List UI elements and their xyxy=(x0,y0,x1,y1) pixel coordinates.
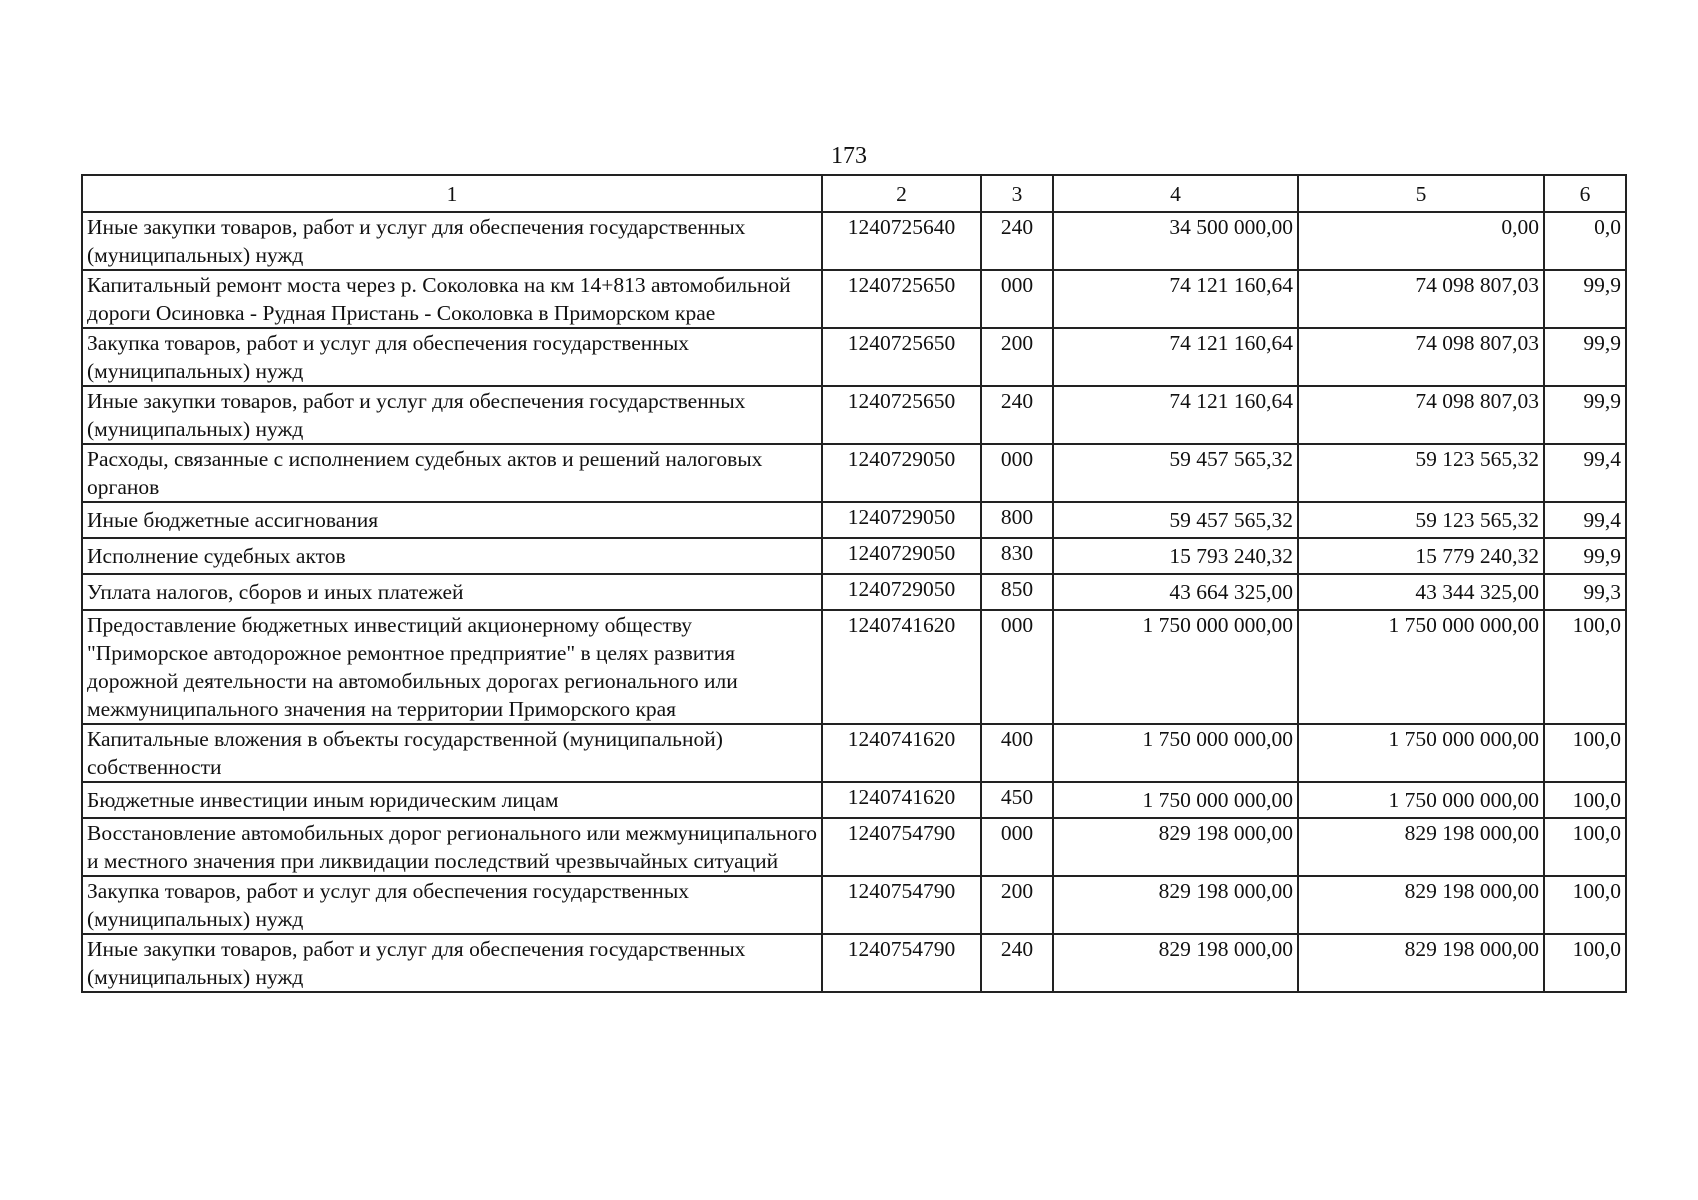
row-percent: 100,0 xyxy=(1544,782,1626,818)
row-expense-type: 000 xyxy=(981,270,1053,328)
row-amount-plan: 829 198 000,00 xyxy=(1053,818,1298,876)
table-row xyxy=(82,538,1626,574)
row-percent: 100,0 xyxy=(1544,876,1626,934)
row-amount-plan: 1 750 000 000,00 xyxy=(1053,782,1298,818)
row-percent: 99,4 xyxy=(1544,502,1626,538)
row-description: Капитальный ремонт моста через р. Соколовка на км 14+813 автомобильной дороги Осиновка - Рудная Пристань - Соколовка в Приморском крае xyxy=(82,270,822,328)
row-description: Расходы, связанные с исполнением судебных актов и решений налоговых органов xyxy=(82,444,822,502)
row-amount-actual: 74 098 807,03 xyxy=(1298,328,1544,386)
row-code: 1240741620 xyxy=(822,610,981,724)
row-percent: 99,3 xyxy=(1544,574,1626,610)
row-description: Иные бюджетные ассигнования xyxy=(82,502,822,538)
row-amount-actual: 1 750 000 000,00 xyxy=(1298,724,1544,782)
table-row xyxy=(82,818,1626,876)
row-expense-type: 200 xyxy=(981,876,1053,934)
row-code: 1240729050 xyxy=(822,574,981,610)
row-expense-type: 240 xyxy=(981,386,1053,444)
row-description: Капитальные вложения в объекты государственной (муниципальной) собственности xyxy=(82,724,822,782)
row-code: 1240725650 xyxy=(822,328,981,386)
row-expense-type: 000 xyxy=(981,610,1053,724)
row-percent: 99,9 xyxy=(1544,538,1626,574)
row-amount-plan: 74 121 160,64 xyxy=(1053,328,1298,386)
page-number: 173 xyxy=(831,143,867,169)
row-amount-actual: 59 123 565,32 xyxy=(1298,444,1544,502)
row-expense-type: 000 xyxy=(981,818,1053,876)
header-row xyxy=(82,175,1626,212)
column-header: 2 xyxy=(822,175,981,212)
row-percent: 99,9 xyxy=(1544,386,1626,444)
table-row xyxy=(82,270,1626,328)
row-amount-actual: 1 750 000 000,00 xyxy=(1298,782,1544,818)
row-expense-type: 400 xyxy=(981,724,1053,782)
row-percent: 99,9 xyxy=(1544,270,1626,328)
row-percent: 0,0 xyxy=(1544,212,1626,270)
row-description: Закупка товаров, работ и услуг для обеспечения государственных (муниципальных) нужд xyxy=(82,328,822,386)
row-amount-plan: 74 121 160,64 xyxy=(1053,270,1298,328)
table-row xyxy=(82,782,1626,818)
row-amount-plan: 1 750 000 000,00 xyxy=(1053,610,1298,724)
row-code: 1240754790 xyxy=(822,876,981,934)
row-code: 1240754790 xyxy=(822,818,981,876)
row-code: 1240725640 xyxy=(822,212,981,270)
row-description: Восстановление автомобильных дорог регионального или межмуниципального и местного значения при ликвидации последствий чрезвычайных ситуаций xyxy=(82,818,822,876)
row-amount-plan: 59 457 565,32 xyxy=(1053,444,1298,502)
row-description: Иные закупки товаров, работ и услуг для обеспечения государственных (муниципальных) нужд xyxy=(82,386,822,444)
column-header: 3 xyxy=(981,175,1053,212)
column-header: 4 xyxy=(1053,175,1298,212)
row-description: Предоставление бюджетных инвестиций акционерному обществу "Приморское автодорожное ремонтное предприятие" в целях развития дорожной деятельности на автомобильных дорогах регионального или межмуниципального значения на территории Приморского края xyxy=(82,610,822,724)
row-code: 1240729050 xyxy=(822,538,981,574)
table-row xyxy=(82,328,1626,386)
row-amount-actual: 59 123 565,32 xyxy=(1298,502,1544,538)
row-percent: 99,4 xyxy=(1544,444,1626,502)
row-code: 1240729050 xyxy=(822,444,981,502)
table-row xyxy=(82,934,1626,992)
row-percent: 100,0 xyxy=(1544,610,1626,724)
row-code: 1240729050 xyxy=(822,502,981,538)
table-row xyxy=(82,724,1626,782)
row-description: Бюджетные инвестиции иным юридическим лицам xyxy=(82,782,822,818)
row-amount-actual: 74 098 807,03 xyxy=(1298,270,1544,328)
column-header: 5 xyxy=(1298,175,1544,212)
row-amount-actual: 829 198 000,00 xyxy=(1298,818,1544,876)
row-code: 1240741620 xyxy=(822,782,981,818)
table-row xyxy=(82,574,1626,610)
table-row xyxy=(82,610,1626,724)
row-code: 1240725650 xyxy=(822,270,981,328)
row-expense-type: 200 xyxy=(981,328,1053,386)
table-row xyxy=(82,444,1626,502)
row-code: 1240754790 xyxy=(822,934,981,992)
row-amount-actual: 43 344 325,00 xyxy=(1298,574,1544,610)
row-expense-type: 850 xyxy=(981,574,1053,610)
row-amount-plan: 74 121 160,64 xyxy=(1053,386,1298,444)
column-header: 1 xyxy=(82,175,822,212)
row-amount-plan: 43 664 325,00 xyxy=(1053,574,1298,610)
row-amount-actual: 0,00 xyxy=(1298,212,1544,270)
table-row xyxy=(82,212,1626,270)
row-amount-plan: 1 750 000 000,00 xyxy=(1053,724,1298,782)
row-amount-plan: 34 500 000,00 xyxy=(1053,212,1298,270)
row-description: Закупка товаров, работ и услуг для обеспечения государственных (муниципальных) нужд xyxy=(82,876,822,934)
row-amount-actual: 74 098 807,03 xyxy=(1298,386,1544,444)
row-expense-type: 450 xyxy=(981,782,1053,818)
row-code: 1240725650 xyxy=(822,386,981,444)
row-description: Исполнение судебных актов xyxy=(82,538,822,574)
row-expense-type: 000 xyxy=(981,444,1053,502)
column-header: 6 xyxy=(1544,175,1626,212)
row-percent: 100,0 xyxy=(1544,934,1626,992)
budget-table xyxy=(81,174,1627,993)
row-percent: 100,0 xyxy=(1544,818,1626,876)
row-amount-actual: 15 779 240,32 xyxy=(1298,538,1544,574)
row-amount-actual: 1 750 000 000,00 xyxy=(1298,610,1544,724)
row-expense-type: 800 xyxy=(981,502,1053,538)
row-amount-actual: 829 198 000,00 xyxy=(1298,934,1544,992)
row-description: Иные закупки товаров, работ и услуг для обеспечения государственных (муниципальных) нужд xyxy=(82,934,822,992)
table-row xyxy=(82,876,1626,934)
row-expense-type: 830 xyxy=(981,538,1053,574)
table-row xyxy=(82,502,1626,538)
row-amount-plan: 829 198 000,00 xyxy=(1053,934,1298,992)
row-description: Иные закупки товаров, работ и услуг для обеспечения государственных (муниципальных) нужд xyxy=(82,212,822,270)
table-row xyxy=(82,386,1626,444)
row-amount-plan: 59 457 565,32 xyxy=(1053,502,1298,538)
row-expense-type: 240 xyxy=(981,934,1053,992)
row-percent: 100,0 xyxy=(1544,724,1626,782)
row-amount-actual: 829 198 000,00 xyxy=(1298,876,1544,934)
row-expense-type: 240 xyxy=(981,212,1053,270)
row-amount-plan: 15 793 240,32 xyxy=(1053,538,1298,574)
row-description: Уплата налогов, сборов и иных платежей xyxy=(82,574,822,610)
row-code: 1240741620 xyxy=(822,724,981,782)
row-percent: 99,9 xyxy=(1544,328,1626,386)
row-amount-plan: 829 198 000,00 xyxy=(1053,876,1298,934)
